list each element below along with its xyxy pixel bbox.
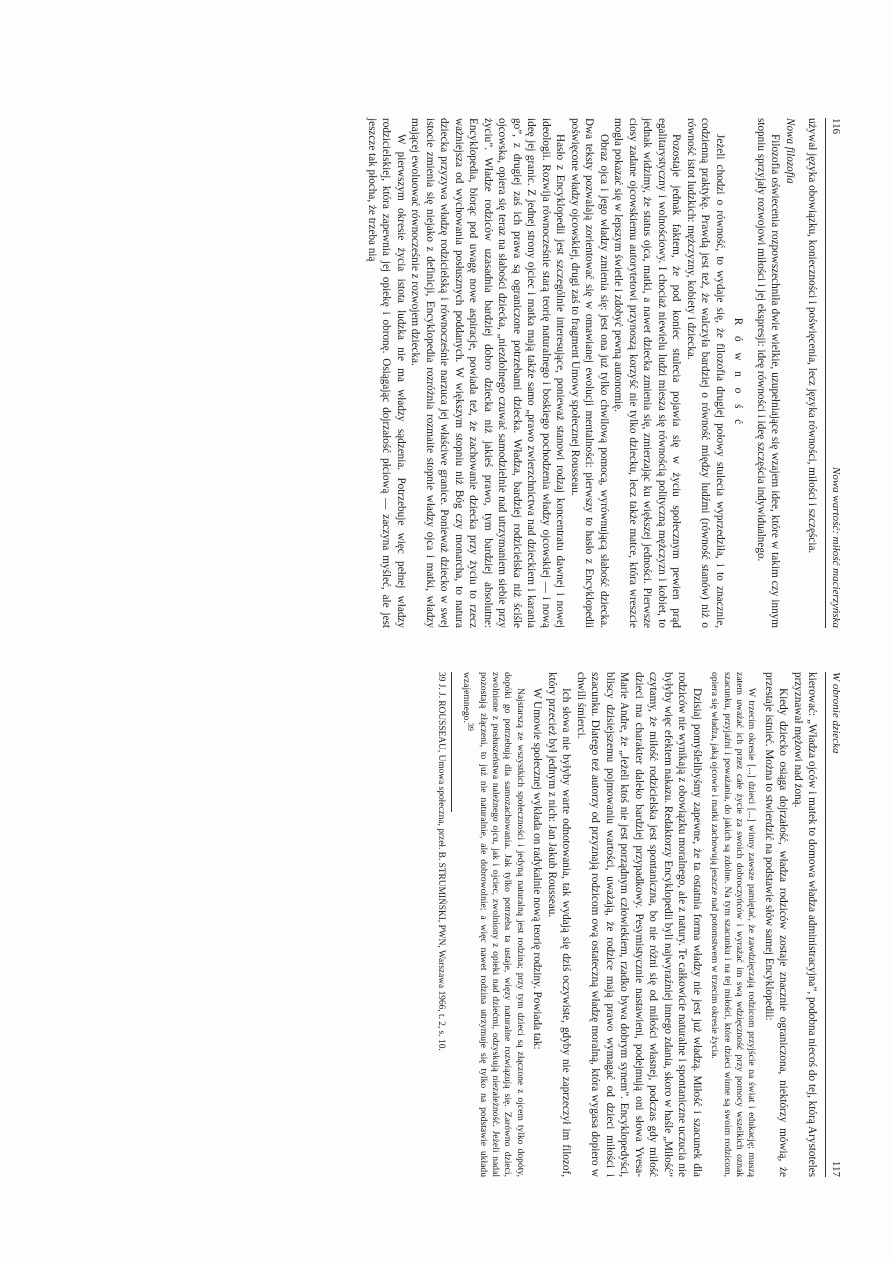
subsection-heading: R ó w n o ś ć	[732, 317, 745, 429]
left-page	[83, 118, 843, 628]
paragraph: Filozofia oświecenia rozpowszechniła dwie wielkie, uzupełniające się wzajem idee, które w takim czy innym stopniu sprzyjały rozwojowi miłości i jej ekspresji: ideę równości i ideę szczęścia indywidualnego.	[755, 118, 782, 628]
footnote-marker: 39	[466, 722, 476, 731]
quote-text: Najstarszą ze wszystkich społeczności i jedyną naturalną jest rodzina; przy tym dzieci są złączone z ojcem tylko dopóty, dopóki go potrzebują dla samozachowania. Jak tylko potrzeba ta ustaje, więzy naturalne rozwiązują się. Zarówno dzieci, zwolnione z posłuszeństwa należnego ojcu, jak i ojciec, zwolniony z opieki nad dziećmi, odzyskują niezależność. Jeżeli nadal pozostają złączeni, to już nie naturalnie, ale dobrowolnie; a więc nawet rodzina utrzymuje się tylko na podstawie układu wzajemnego.	[461, 672, 526, 1177]
page-header	[826, 118, 844, 628]
footnote-divider	[451, 672, 452, 812]
paragraph: Kiedy dziecko osiąga dojrzałość, władza rodziców zostaje znacznie ograniczona, niektórzy mówią, że przestaje istnieć. Można to stwierdzić na podstawie słów samej Encyklopedii:	[763, 672, 790, 1177]
paragraph: Dzisiaj pomyślelibyśmy zapewne, że ta ostatnia forma władzy nie jest już władzą. Miłość i szacunek dla rodziców nie wynikają z obowiązku moralnego, ale z natury. Te całkowicie naturalne i spontaniczne uczucia nie byłyby więc efektem nakazu. Redaktorzy Encyklopedii byli najwyraźniej innego zdania, skoro w haśle „Miłość” czytamy, że miłość rodzicielska jest spontaniczna, bo nie różni się od miłości własnej, podczas gdy miłość dzieci ma charakter daleko bardziej przypadkowy. Pesymistycznie nastawieni, podejmują oni słowa Yvesa-Marie Andre, że „Jeżeli ktoś nie jest porządnym człowiekiem, rzadko bywa dobrym synem”. Encyklopedyści, bliscy dzisiejszemu pojmowaniu wartości, uważają, że rodzice mają prawo wymagać od dzieci miłości i szacunku. Dlatego też autorzy od przyznają rodzicom ową ostateczną władzę moralną, która wygasa dopiero w chwili śmierci.	[574, 672, 703, 1177]
paragraph: Pozostaje jednak faktem, że pod koniec stulecia pojawia się w życiu społecznym pewien prąd egalitarystyczny i wolnościowy. I chociaż niewielu ludzi miesza się równością polityczną mężczyzn i kobiet, to jednak widzimy, że status ojca, matki, a nawet dziecka zmienia się, zmierzając ku większej jedności. Pierwsze ciosy zadane ojcowskiemu autorytetowi przynoszą korzyść nie tylko dziecku, lecz także matce, która wreszcie mogła pokazać się w lepszym świetle i zdobyć pewną autonomię.	[612, 118, 683, 628]
paragraph: Ich słowa nie byłyby warte odnotowania, tak wydają się dziś oczywiste, gdyby nie zaprzeczył im filozof, który przecież był jednym z nich: Jan Jakub Rousseau.	[545, 672, 573, 1177]
page-number: 117	[830, 1160, 842, 1177]
paragraph: Hasło z Encyklopedii jest szczególnie interesujące, ponieważ stanowi rodzaj koncentratu dawnej i nowej ideologii. Rozwija równocześnie starą teorię naturalnego i boskiego pochodzenia władzy ojcowskiej — i nową ideę jej granic. Z jednej strony ojciec i matka mają także samo „prawo zwierzchnictwa nad dzieckiem i karania go”, z drugiej zaś ich prawa są ograniczone potrzebami dziecka. Władza, bardziej rodzicielska niż ściśle ojcowska, opiera się teraz na słabości dziecka, „niezdolnego czuwać samodzielnie nad utrzymaniem siebie przy życiu”. Władze rodziców uzasadnia bardziej dobro dziecka niż jakieś prawo, tym bardziej absolutne: Encyklopedia, biorąc pod uwagę nowe aspiracje, powiada też, że zachowanie dziecka przy życiu to rzecz ważniejsza od wychowania posłusznych poddanych. W większym stopniu niż Bóg czy monarcha, to natura dziecka przyzywa władzę rodzicielską i równocześnie narzuca jej właściwe granice. Ponieważ dziecko w swej istocie zmienia się niejako z definicji, Encyklopedia rozróżnia rozmaite stopnie władzy ojca i matki, władzy mającej ewoluować równocześnie z rozwojem dziecka.	[409, 118, 567, 628]
running-head: W obronie dziecka	[830, 672, 842, 754]
right-page	[83, 672, 843, 1177]
paragraph: Jeżeli chodzi o równość, to wydaje się, że filozofia drugiej połowy stulecia wyprzedziła, i to znacznie, codzienną praktykę. Prawdą jest też, że walczyła bardziej o równość między ludźmi (równość stanów) niż o równość istot ludzkich: mężczyzny, kobiety i dziecka.	[685, 118, 726, 628]
running-head: Nowa wartość: miłość macierzyńska	[830, 466, 842, 628]
paragraph: używał języka obowiązku, konieczności i poświęcenia, lecz języka równości, miłości i szczęścia.	[806, 118, 819, 554]
paragraph: Obraz ojca i jego władzy zmienia się: jest ona już tylko chwilową pomocą, wyrównującą słabość dziecka. Dwa teksty pozwalają zorientować się w omawianej ewolucji mentalności: pierwszy to hasło z Encyklopedii poświęcone władzy ojcowskiej, drugi zaś to fragment Umowy społecznej Rousseau.	[569, 118, 610, 628]
block-quote	[460, 672, 526, 1177]
page-number: 116	[830, 118, 842, 135]
paragraph: W pierwszym okresie życia istota ludzka nie ma władzy sądzenia. Potrzebuje więc pełnej władzy rodzicielskiej, która zapewnia jej opiekę i obronę. Osiągając dojrzałość płciową — zaczyna myśleć, ale jest jeszcze tak płocha, że trzeba nią	[366, 118, 407, 628]
block-quote: W trzecim okresie [...] dzieci [...] winny zawsze pamiętać, że zawdzięczają rodzicom przyjście na świat i edukację; muszą zatem uważać ich przez całe życie za swoich dobroczyńców i wyrażać im swą wdzięczność przy pomocy wszelkich oznak szacunku, przyjaźni i poważania, do jakich są zdolne. Na tym szacunku i na tej miłości, które dzieci winne są swoim rodzicom, opiera się władza, jaką ojcowie i matki zachowują jeszcze nad potomstwem w trzecim okresie życia.	[709, 672, 758, 1177]
paragraph: W Umowie społecznej wykłada on radykalnie nową teorię rodziny. Powiada tak:	[531, 688, 544, 1050]
section-heading: Nowa filozofia	[784, 118, 796, 184]
paragraph: kierować: „Władza ojców i matek to domowa władza administracyjna”, podobna niecoś do tej, którą Arystoteles przyznawał mężowi nad żoną.	[792, 672, 819, 1177]
page-header	[826, 672, 844, 1177]
footnote: 39 J. J. ROUSSEAU, Umowa społeczna, przeł. B. STRUMIŃSKI, PWN, Warszawa 1966, t. 2, s. 10.	[435, 672, 446, 1051]
